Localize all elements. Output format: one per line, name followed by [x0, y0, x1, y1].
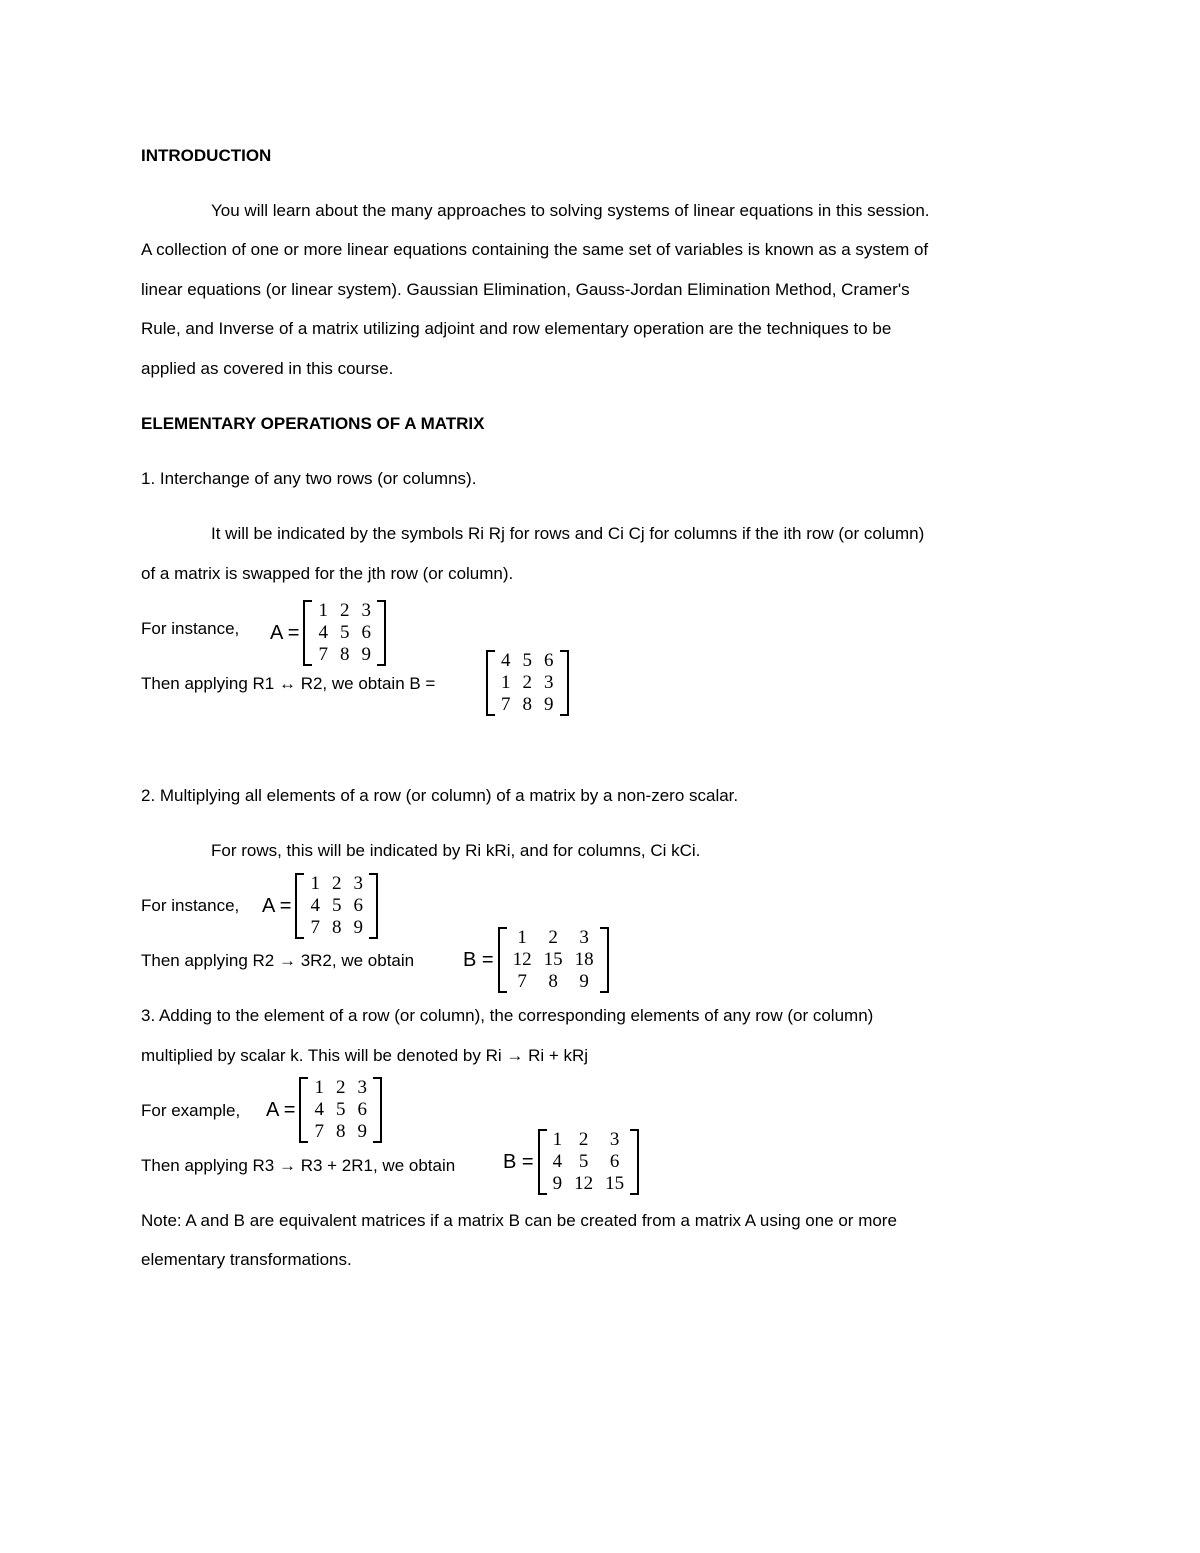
- matrix-a-table: [308, 1077, 373, 1143]
- matrix-b-table: [507, 927, 600, 993]
- left-bracket: [486, 650, 495, 716]
- op3-example-text: For example,: [141, 1101, 241, 1120]
- matrix-a-label: A =: [270, 622, 300, 644]
- matrix-a-label: A =: [262, 895, 292, 917]
- matrix-b: [498, 927, 609, 993]
- matrix-b-table: [547, 1129, 631, 1195]
- cell: 4: [318, 622, 328, 643]
- right-bracket: [369, 873, 378, 939]
- right-bracket: [630, 1129, 639, 1195]
- op2-example-text: For instance,: [141, 896, 240, 915]
- cell: 3: [357, 1077, 367, 1098]
- op3-title: 3. Adding to the element of a row (or column), the corresponding elements of any row (or column): [141, 1006, 874, 1025]
- cell: 6: [357, 1099, 367, 1120]
- matrix-b: [486, 650, 569, 716]
- cell: 3: [579, 927, 589, 948]
- cell: 4: [314, 1099, 324, 1120]
- right-bracket: [560, 650, 569, 716]
- ops-heading: ELEMENTARY OPERATIONS OF A MATRIX: [141, 414, 485, 433]
- op2-matrix-b-block: [463, 927, 609, 993]
- cell: 2: [548, 927, 558, 948]
- cell: 9: [544, 694, 554, 715]
- cell: 8: [522, 694, 532, 715]
- cell: 4: [310, 895, 320, 916]
- cell: 5: [331, 895, 342, 916]
- matrix-b-table: [495, 650, 560, 716]
- op3-title-line2: multiplied by scalar k. This will be denoted by Ri → Ri + kRj: [141, 1046, 589, 1065]
- cell: 15: [605, 1173, 625, 1194]
- cell: 12: [574, 1173, 594, 1194]
- cell: 12: [512, 949, 532, 970]
- cell: 6: [361, 622, 371, 643]
- op1-matrix-a-block: [270, 600, 386, 666]
- matrix-a: [303, 600, 386, 666]
- cell: 1: [501, 672, 511, 693]
- cell: 7: [501, 694, 511, 715]
- cell: 4: [552, 1151, 563, 1172]
- cell: 1: [310, 873, 320, 894]
- op3-matrix-b-block: [503, 1129, 639, 1195]
- cell: 1: [517, 927, 527, 948]
- matrix-a: [299, 1077, 382, 1143]
- right-bracket: [373, 1077, 382, 1143]
- cell: 8: [548, 971, 558, 992]
- cell: 8: [331, 917, 342, 938]
- cell: 9: [357, 1121, 367, 1142]
- op2-desc: For rows, this will be indicated by Ri kRi, and for columns, Ci kCi.: [211, 841, 701, 860]
- cell: 7: [314, 1121, 324, 1142]
- cell: 9: [579, 971, 589, 992]
- intro-line: Rule, and Inverse of a matrix utilizing adjoint and row elementary operation are the techniques to be: [141, 319, 892, 338]
- op2-result-text: Then applying R2 → 3R2, we obtain: [141, 951, 415, 970]
- matrix-b-label: B =: [463, 949, 494, 971]
- cell: 15: [543, 949, 563, 970]
- op1-desc-line: It will be indicated by the symbols Ri Rj for rows and Ci Cj for columns if the ith row (or column): [211, 524, 925, 543]
- cell: 8: [335, 1121, 346, 1142]
- op1-matrix-b-block: [486, 650, 569, 716]
- matrix-a-table: [304, 873, 369, 939]
- matrix-a-table: [312, 600, 377, 666]
- intro-line: linear equations (or linear system). Gaussian Elimination, Gauss-Jordan Elimination Method, Cramer's: [141, 280, 910, 299]
- intro-line: A collection of one or more linear equations containing the same set of variables is known as a system of: [141, 240, 929, 259]
- cell: 7: [310, 917, 320, 938]
- op3-result-text: Then applying R3 → R3 + 2R1, we obtain: [141, 1156, 456, 1175]
- left-bracket: [303, 600, 312, 666]
- left-bracket: [295, 873, 304, 939]
- cell: 5: [339, 622, 350, 643]
- cell: 18: [574, 949, 594, 970]
- cell: 7: [318, 644, 328, 665]
- op1-example-text: For instance,: [141, 619, 240, 638]
- cell: 2: [339, 600, 350, 621]
- cell: 4: [501, 650, 511, 671]
- cell: 6: [353, 895, 363, 916]
- matrix-a: [295, 873, 378, 939]
- matrix-b: [538, 1129, 640, 1195]
- right-bracket: [600, 927, 609, 993]
- op1-title: 1. Interchange of any two rows (or columns).: [141, 469, 477, 488]
- right-bracket: [377, 600, 386, 666]
- cell: 9: [361, 644, 371, 665]
- cell: 1: [318, 600, 328, 621]
- intro-line: You will learn about the many approaches to solving systems of linear equations in this session.: [211, 201, 930, 220]
- left-bracket: [299, 1077, 308, 1143]
- intro-heading: INTRODUCTION: [141, 146, 272, 165]
- cell: 6: [609, 1151, 620, 1172]
- op3-matrix-a-block: [266, 1077, 382, 1143]
- matrix-b-label: B =: [503, 1151, 534, 1173]
- cell: 3: [361, 600, 371, 621]
- cell: 2: [522, 672, 532, 693]
- cell: 9: [353, 917, 363, 938]
- cell: 3: [609, 1129, 620, 1150]
- op2-matrix-a-block: [262, 873, 378, 939]
- cell: 6: [544, 650, 554, 671]
- matrix-a-label: A =: [266, 1099, 296, 1121]
- cell: 5: [578, 1151, 589, 1172]
- op1-result-text: Then applying R1 ↔ R2, we obtain B =: [141, 674, 436, 693]
- cell: 3: [544, 672, 554, 693]
- cell: 5: [522, 650, 532, 671]
- cell: 2: [331, 873, 342, 894]
- note-line: elementary transformations.: [141, 1250, 352, 1269]
- cell: 1: [314, 1077, 324, 1098]
- cell: 8: [339, 644, 350, 665]
- left-bracket: [538, 1129, 547, 1195]
- left-bracket: [498, 927, 507, 993]
- intro-line: applied as covered in this course.: [141, 359, 394, 378]
- op1-desc-line: of a matrix is swapped for the jth row (or column).: [141, 564, 514, 583]
- cell: 7: [517, 971, 527, 992]
- cell: 2: [578, 1129, 589, 1150]
- cell: 3: [353, 873, 363, 894]
- op2-title: 2. Multiplying all elements of a row (or column) of a matrix by a non-zero scalar.: [141, 786, 739, 805]
- cell: 9: [552, 1173, 563, 1194]
- note-line: Note: A and B are equivalent matrices if a matrix B can be created from a matrix A using one or more: [141, 1211, 897, 1230]
- cell: 2: [335, 1077, 346, 1098]
- cell: 1: [552, 1129, 563, 1150]
- cell: 5: [335, 1099, 346, 1120]
